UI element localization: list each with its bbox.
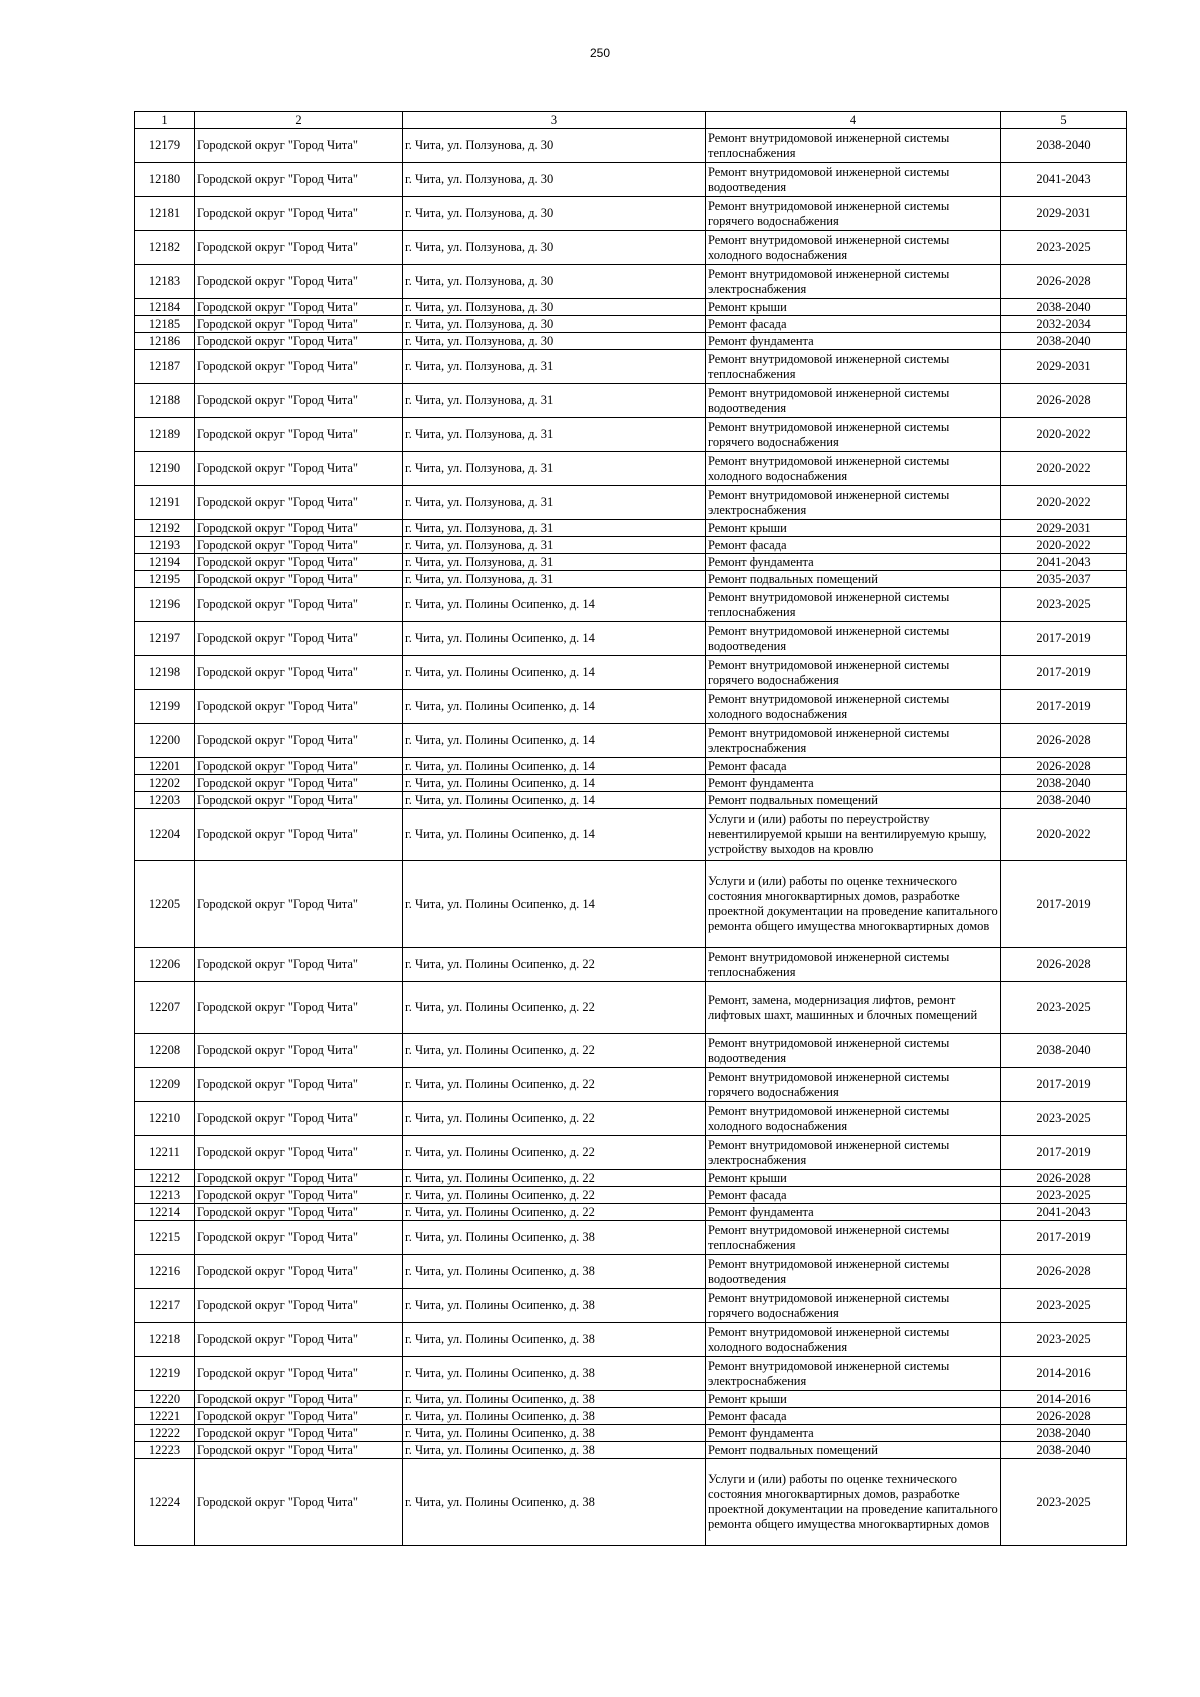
row-number: 12216 (135, 1255, 195, 1289)
work-type-cell: Ремонт фасада (706, 1408, 1001, 1425)
work-type-cell: Ремонт внутридомовой инженерной системы горячего водоснабжения (706, 656, 1001, 690)
row-number: 12209 (135, 1068, 195, 1102)
municipality-cell: Городской округ "Город Чита" (195, 1391, 403, 1408)
period-cell: 2029-2031 (1001, 197, 1127, 231)
row-number: 12206 (135, 948, 195, 982)
municipality-cell: Городской округ "Город Чита" (195, 1204, 403, 1221)
address-cell: г. Чита, ул. Ползунова, д. 31 (403, 418, 706, 452)
table-row (135, 656, 1127, 690)
row-number: 12208 (135, 1034, 195, 1068)
address-cell: г. Чита, ул. Полины Осипенко, д. 38 (403, 1442, 706, 1459)
address-cell: г. Чита, ул. Полины Осипенко, д. 22 (403, 1204, 706, 1221)
row-number: 12222 (135, 1425, 195, 1442)
work-type-cell: Ремонт, замена, модернизация лифтов, ремонт лифтовых шахт, машинных и блочных помещений (706, 982, 1001, 1034)
row-number: 12207 (135, 982, 195, 1034)
municipality-cell: Городской округ "Город Чита" (195, 520, 403, 537)
row-number: 12197 (135, 622, 195, 656)
municipality-cell: Городской округ "Город Чита" (195, 1408, 403, 1425)
period-cell: 2026-2028 (1001, 758, 1127, 775)
table-row (135, 622, 1127, 656)
row-number: 12184 (135, 299, 195, 316)
address-cell: г. Чита, ул. Полины Осипенко, д. 14 (403, 758, 706, 775)
work-type-cell: Ремонт подвальных помещений (706, 792, 1001, 809)
work-type-cell: Ремонт крыши (706, 1170, 1001, 1187)
municipality-cell: Городской округ "Город Чита" (195, 724, 403, 758)
municipality-cell: Городской округ "Город Чита" (195, 948, 403, 982)
table-row (135, 418, 1127, 452)
municipality-cell: Городской округ "Город Чита" (195, 537, 403, 554)
period-cell: 2017-2019 (1001, 622, 1127, 656)
municipality-cell: Городской округ "Город Чита" (195, 1459, 403, 1546)
row-number: 12211 (135, 1136, 195, 1170)
row-number: 12214 (135, 1204, 195, 1221)
table-row (135, 809, 1127, 861)
period-cell: 2017-2019 (1001, 1136, 1127, 1170)
address-cell: г. Чита, ул. Ползунова, д. 31 (403, 350, 706, 384)
table-row (135, 1408, 1127, 1425)
period-cell: 2020-2022 (1001, 537, 1127, 554)
row-number: 12212 (135, 1170, 195, 1187)
address-cell: г. Чита, ул. Полины Осипенко, д. 38 (403, 1255, 706, 1289)
period-cell: 2023-2025 (1001, 588, 1127, 622)
row-number: 12223 (135, 1442, 195, 1459)
work-type-cell: Ремонт фундамента (706, 1204, 1001, 1221)
work-type-cell: Ремонт фундамента (706, 775, 1001, 792)
work-type-cell: Ремонт фундамента (706, 1425, 1001, 1442)
work-type-cell: Ремонт крыши (706, 1391, 1001, 1408)
table-row (135, 1068, 1127, 1102)
address-cell: г. Чита, ул. Полины Осипенко, д. 38 (403, 1459, 706, 1546)
address-cell: г. Чита, ул. Ползунова, д. 31 (403, 452, 706, 486)
work-type-cell: Ремонт внутридомовой инженерной системы электроснабжения (706, 724, 1001, 758)
address-cell: г. Чита, ул. Полины Осипенко, д. 22 (403, 1068, 706, 1102)
table-row (135, 1221, 1127, 1255)
period-cell: 2026-2028 (1001, 724, 1127, 758)
row-number: 12200 (135, 724, 195, 758)
period-cell: 2026-2028 (1001, 1170, 1127, 1187)
period-cell: 2029-2031 (1001, 350, 1127, 384)
work-type-cell: Ремонт внутридомовой инженерной системы водоотведения (706, 1034, 1001, 1068)
period-cell: 2023-2025 (1001, 1289, 1127, 1323)
address-cell: г. Чита, ул. Полины Осипенко, д. 38 (403, 1408, 706, 1425)
row-number: 12221 (135, 1408, 195, 1425)
address-cell: г. Чита, ул. Ползунова, д. 30 (403, 129, 706, 163)
table-row (135, 231, 1127, 265)
table-row (135, 1425, 1127, 1442)
work-type-cell: Ремонт внутридомовой инженерной системы водоотведения (706, 1255, 1001, 1289)
work-type-cell: Услуги и (или) работы по оценке технического состояния многоквартирных домов, разработке проектной документации на проведение капитального ремонта общего имущества многоквартирных домов (706, 1459, 1001, 1546)
table-row (135, 520, 1127, 537)
work-type-cell: Ремонт крыши (706, 299, 1001, 316)
municipality-cell: Городской округ "Город Чита" (195, 1136, 403, 1170)
table-row (135, 724, 1127, 758)
work-type-cell: Ремонт фасада (706, 1187, 1001, 1204)
row-number: 12224 (135, 1459, 195, 1546)
period-cell: 2026-2028 (1001, 384, 1127, 418)
work-type-cell: Ремонт подвальных помещений (706, 571, 1001, 588)
period-cell: 2023-2025 (1001, 231, 1127, 265)
address-cell: г. Чита, ул. Полины Осипенко, д. 22 (403, 1170, 706, 1187)
period-cell: 2020-2022 (1001, 418, 1127, 452)
row-number: 12187 (135, 350, 195, 384)
municipality-cell: Городской округ "Город Чита" (195, 554, 403, 571)
period-cell: 2014-2016 (1001, 1357, 1127, 1391)
row-number: 12179 (135, 129, 195, 163)
period-cell: 2032-2034 (1001, 316, 1127, 333)
work-type-cell: Услуги и (или) работы по оценке технического состояния многоквартирных домов, разработке проектной документации на проведение капитального ремонта общего имущества многоквартирных домов (706, 861, 1001, 948)
municipality-cell: Городской округ "Город Чита" (195, 690, 403, 724)
municipality-cell: Городской округ "Город Чита" (195, 571, 403, 588)
table-row (135, 1459, 1127, 1546)
work-type-cell: Ремонт внутридомовой инженерной системы водоотведения (706, 384, 1001, 418)
period-cell: 2041-2043 (1001, 1204, 1127, 1221)
row-number: 12210 (135, 1102, 195, 1136)
table-row (135, 1204, 1127, 1221)
work-type-cell: Ремонт внутридомовой инженерной системы холодного водоснабжения (706, 1102, 1001, 1136)
row-number: 12191 (135, 486, 195, 520)
work-type-cell: Услуги и (или) работы по переустройству невентилируемой крыши на вентилируемую крышу, устройству выходов на кровлю (706, 809, 1001, 861)
table-row (135, 948, 1127, 982)
table-row (135, 537, 1127, 554)
municipality-cell: Городской округ "Город Чита" (195, 384, 403, 418)
work-type-cell: Ремонт подвальных помещений (706, 1442, 1001, 1459)
municipality-cell: Городской округ "Город Чита" (195, 265, 403, 299)
row-number: 12194 (135, 554, 195, 571)
work-type-cell: Ремонт внутридомовой инженерной системы электроснабжения (706, 1136, 1001, 1170)
period-cell: 2038-2040 (1001, 333, 1127, 350)
column-header: 1 (135, 112, 195, 129)
address-cell: г. Чита, ул. Полины Осипенко, д. 22 (403, 1102, 706, 1136)
municipality-cell: Городской округ "Город Чита" (195, 1068, 403, 1102)
work-type-cell: Ремонт фасада (706, 316, 1001, 333)
work-type-cell: Ремонт внутридомовой инженерной системы горячего водоснабжения (706, 418, 1001, 452)
municipality-cell: Городской округ "Город Чита" (195, 861, 403, 948)
row-number: 12201 (135, 758, 195, 775)
column-header: 3 (403, 112, 706, 129)
column-header: 2 (195, 112, 403, 129)
row-number: 12181 (135, 197, 195, 231)
municipality-cell: Городской округ "Город Чита" (195, 1170, 403, 1187)
period-cell: 2041-2043 (1001, 554, 1127, 571)
address-cell: г. Чита, ул. Ползунова, д. 30 (403, 231, 706, 265)
municipality-cell: Городской округ "Город Чита" (195, 1442, 403, 1459)
municipality-cell: Городской округ "Город Чита" (195, 656, 403, 690)
municipality-cell: Городской округ "Город Чита" (195, 197, 403, 231)
period-cell: 2014-2016 (1001, 1391, 1127, 1408)
municipality-cell: Городской округ "Город Чита" (195, 809, 403, 861)
municipality-cell: Городской округ "Город Чита" (195, 418, 403, 452)
address-cell: г. Чита, ул. Полины Осипенко, д. 38 (403, 1323, 706, 1357)
work-type-cell: Ремонт внутридомовой инженерной системы холодного водоснабжения (706, 452, 1001, 486)
row-number: 12195 (135, 571, 195, 588)
period-cell: 2020-2022 (1001, 452, 1127, 486)
municipality-cell: Городской округ "Город Чита" (195, 1323, 403, 1357)
row-number: 12183 (135, 265, 195, 299)
work-type-cell: Ремонт внутридомовой инженерной системы горячего водоснабжения (706, 1068, 1001, 1102)
municipality-cell: Городской округ "Город Чита" (195, 1102, 403, 1136)
table-row (135, 571, 1127, 588)
work-type-cell: Ремонт внутридомовой инженерной системы электроснабжения (706, 265, 1001, 299)
municipality-cell: Городской округ "Город Чита" (195, 588, 403, 622)
address-cell: г. Чита, ул. Полины Осипенко, д. 22 (403, 1187, 706, 1204)
table-row (135, 861, 1127, 948)
address-cell: г. Чита, ул. Ползунова, д. 30 (403, 197, 706, 231)
address-cell: г. Чита, ул. Полины Осипенко, д. 38 (403, 1289, 706, 1323)
address-cell: г. Чита, ул. Полины Осипенко, д. 38 (403, 1391, 706, 1408)
period-cell: 2038-2040 (1001, 792, 1127, 809)
work-type-cell: Ремонт внутридомовой инженерной системы теплоснабжения (706, 129, 1001, 163)
municipality-cell: Городской округ "Город Чита" (195, 758, 403, 775)
period-cell: 2041-2043 (1001, 163, 1127, 197)
work-type-cell: Ремонт внутридомовой инженерной системы водоотведения (706, 163, 1001, 197)
table-row (135, 197, 1127, 231)
address-cell: г. Чита, ул. Полины Осипенко, д. 14 (403, 792, 706, 809)
table-row (135, 333, 1127, 350)
row-number: 12188 (135, 384, 195, 418)
table-row (135, 1255, 1127, 1289)
address-cell: г. Чита, ул. Полины Осипенко, д. 22 (403, 1136, 706, 1170)
address-cell: г. Чита, ул. Полины Осипенко, д. 14 (403, 588, 706, 622)
period-cell: 2017-2019 (1001, 656, 1127, 690)
period-cell: 2026-2028 (1001, 1255, 1127, 1289)
repair-schedule-table (134, 111, 1127, 1546)
work-type-cell: Ремонт внутридомовой инженерной системы теплоснабжения (706, 350, 1001, 384)
municipality-cell: Городской округ "Город Чита" (195, 350, 403, 384)
table-body (135, 129, 1127, 1546)
table-row (135, 1323, 1127, 1357)
period-cell: 2023-2025 (1001, 1102, 1127, 1136)
address-cell: г. Чита, ул. Полины Осипенко, д. 38 (403, 1357, 706, 1391)
table-row (135, 452, 1127, 486)
address-cell: г. Чита, ул. Ползунова, д. 30 (403, 265, 706, 299)
table-row (135, 316, 1127, 333)
table-row (135, 1289, 1127, 1323)
address-cell: г. Чита, ул. Ползунова, д. 30 (403, 163, 706, 197)
work-type-cell: Ремонт внутридомовой инженерной системы горячего водоснабжения (706, 1289, 1001, 1323)
address-cell: г. Чита, ул. Полины Осипенко, д. 14 (403, 861, 706, 948)
work-type-cell: Ремонт внутридомовой инженерной системы теплоснабжения (706, 1221, 1001, 1255)
address-cell: г. Чита, ул. Ползунова, д. 31 (403, 520, 706, 537)
municipality-cell: Городской округ "Город Чита" (195, 622, 403, 656)
table-row (135, 1102, 1127, 1136)
row-number: 12196 (135, 588, 195, 622)
address-cell: г. Чита, ул. Полины Осипенко, д. 14 (403, 656, 706, 690)
table-row (135, 1034, 1127, 1068)
address-cell: г. Чита, ул. Полины Осипенко, д. 14 (403, 724, 706, 758)
row-number: 12217 (135, 1289, 195, 1323)
municipality-cell: Городской округ "Город Чита" (195, 982, 403, 1034)
municipality-cell: Городской округ "Город Чита" (195, 452, 403, 486)
period-cell: 2038-2040 (1001, 129, 1127, 163)
table-row (135, 299, 1127, 316)
table-row (135, 554, 1127, 571)
municipality-cell: Городской округ "Город Чита" (195, 163, 403, 197)
work-type-cell: Ремонт внутридомовой инженерной системы теплоснабжения (706, 588, 1001, 622)
municipality-cell: Городской округ "Город Чита" (195, 1187, 403, 1204)
address-cell: г. Чита, ул. Ползунова, д. 31 (403, 554, 706, 571)
municipality-cell: Городской округ "Город Чита" (195, 299, 403, 316)
address-cell: г. Чита, ул. Полины Осипенко, д. 14 (403, 809, 706, 861)
period-cell: 2017-2019 (1001, 861, 1127, 948)
address-cell: г. Чита, ул. Полины Осипенко, д. 22 (403, 1034, 706, 1068)
table-row (135, 1357, 1127, 1391)
municipality-cell: Городской округ "Город Чита" (195, 316, 403, 333)
table-row (135, 384, 1127, 418)
table-row (135, 129, 1127, 163)
period-cell: 2023-2025 (1001, 1323, 1127, 1357)
table-row (135, 1136, 1127, 1170)
address-cell: г. Чита, ул. Ползунова, д. 30 (403, 299, 706, 316)
work-type-cell: Ремонт внутридомовой инженерной системы электроснабжения (706, 1357, 1001, 1391)
work-type-cell: Ремонт внутридомовой инженерной системы водоотведения (706, 622, 1001, 656)
column-header: 5 (1001, 112, 1127, 129)
row-number: 12185 (135, 316, 195, 333)
period-cell: 2038-2040 (1001, 1425, 1127, 1442)
row-number: 12203 (135, 792, 195, 809)
row-number: 12186 (135, 333, 195, 350)
row-number: 12180 (135, 163, 195, 197)
row-number: 12193 (135, 537, 195, 554)
table-row (135, 758, 1127, 775)
row-number: 12220 (135, 1391, 195, 1408)
period-cell: 2017-2019 (1001, 1221, 1127, 1255)
period-cell: 2020-2022 (1001, 809, 1127, 861)
row-number: 12189 (135, 418, 195, 452)
work-type-cell: Ремонт внутридомовой инженерной системы холодного водоснабжения (706, 1323, 1001, 1357)
address-cell: г. Чита, ул. Полины Осипенко, д. 22 (403, 948, 706, 982)
row-number: 12219 (135, 1357, 195, 1391)
work-type-cell: Ремонт крыши (706, 520, 1001, 537)
period-cell: 2038-2040 (1001, 775, 1127, 792)
table-row (135, 982, 1127, 1034)
table-row (135, 1170, 1127, 1187)
period-cell: 2029-2031 (1001, 520, 1127, 537)
address-cell: г. Чита, ул. Ползунова, д. 30 (403, 333, 706, 350)
table-row (135, 792, 1127, 809)
address-cell: г. Чита, ул. Ползунова, д. 31 (403, 571, 706, 588)
row-number: 12215 (135, 1221, 195, 1255)
table-row (135, 588, 1127, 622)
municipality-cell: Городской округ "Город Чита" (195, 1289, 403, 1323)
municipality-cell: Городской округ "Город Чита" (195, 792, 403, 809)
address-cell: г. Чита, ул. Ползунова, д. 30 (403, 316, 706, 333)
row-number: 12182 (135, 231, 195, 265)
period-cell: 2026-2028 (1001, 265, 1127, 299)
table-row (135, 265, 1127, 299)
municipality-cell: Городской округ "Город Чита" (195, 775, 403, 792)
period-cell: 2038-2040 (1001, 299, 1127, 316)
work-type-cell: Ремонт внутридомовой инженерной системы холодного водоснабжения (706, 690, 1001, 724)
address-cell: г. Чита, ул. Полины Осипенко, д. 14 (403, 690, 706, 724)
municipality-cell: Городской округ "Город Чита" (195, 1034, 403, 1068)
municipality-cell: Городской округ "Город Чита" (195, 1357, 403, 1391)
period-cell: 2038-2040 (1001, 1034, 1127, 1068)
work-type-cell: Ремонт внутридомовой инженерной системы теплоснабжения (706, 948, 1001, 982)
row-number: 12199 (135, 690, 195, 724)
work-type-cell: Ремонт внутридомовой инженерной системы холодного водоснабжения (706, 231, 1001, 265)
work-type-cell: Ремонт фасада (706, 758, 1001, 775)
work-type-cell: Ремонт фасада (706, 537, 1001, 554)
municipality-cell: Городской округ "Город Чита" (195, 129, 403, 163)
table-row (135, 775, 1127, 792)
municipality-cell: Городской округ "Город Чита" (195, 486, 403, 520)
work-type-cell: Ремонт фундамента (706, 333, 1001, 350)
work-type-cell: Ремонт внутридомовой инженерной системы электроснабжения (706, 486, 1001, 520)
address-cell: г. Чита, ул. Ползунова, д. 31 (403, 537, 706, 554)
address-cell: г. Чита, ул. Ползунова, д. 31 (403, 384, 706, 418)
municipality-cell: Городской округ "Город Чита" (195, 333, 403, 350)
table-row (135, 1391, 1127, 1408)
row-number: 12204 (135, 809, 195, 861)
period-cell: 2026-2028 (1001, 1408, 1127, 1425)
work-type-cell: Ремонт внутридомовой инженерной системы горячего водоснабжения (706, 197, 1001, 231)
table-row (135, 690, 1127, 724)
period-cell: 2023-2025 (1001, 982, 1127, 1034)
period-cell: 2020-2022 (1001, 486, 1127, 520)
row-number: 12205 (135, 861, 195, 948)
table-row (135, 1187, 1127, 1204)
period-cell: 2026-2028 (1001, 948, 1127, 982)
table-row (135, 163, 1127, 197)
row-number: 12202 (135, 775, 195, 792)
row-number: 12218 (135, 1323, 195, 1357)
column-header: 4 (706, 112, 1001, 129)
page-number: 250 (589, 46, 611, 60)
row-number: 12190 (135, 452, 195, 486)
period-cell: 2017-2019 (1001, 690, 1127, 724)
table-row (135, 1442, 1127, 1459)
period-cell: 2038-2040 (1001, 1442, 1127, 1459)
municipality-cell: Городской округ "Город Чита" (195, 1425, 403, 1442)
address-cell: г. Чита, ул. Полины Осипенко, д. 22 (403, 982, 706, 1034)
municipality-cell: Городской округ "Город Чита" (195, 1221, 403, 1255)
table-row (135, 486, 1127, 520)
address-cell: г. Чита, ул. Полины Осипенко, д. 14 (403, 622, 706, 656)
municipality-cell: Городской округ "Город Чита" (195, 1255, 403, 1289)
period-cell: 2023-2025 (1001, 1187, 1127, 1204)
address-cell: г. Чита, ул. Полины Осипенко, д. 14 (403, 775, 706, 792)
row-number: 12213 (135, 1187, 195, 1204)
period-cell: 2023-2025 (1001, 1459, 1127, 1546)
period-cell: 2017-2019 (1001, 1068, 1127, 1102)
row-number: 12198 (135, 656, 195, 690)
municipality-cell: Городской округ "Город Чита" (195, 231, 403, 265)
address-cell: г. Чита, ул. Полины Осипенко, д. 38 (403, 1425, 706, 1442)
table-row (135, 350, 1127, 384)
address-cell: г. Чита, ул. Ползунова, д. 31 (403, 486, 706, 520)
work-type-cell: Ремонт фундамента (706, 554, 1001, 571)
address-cell: г. Чита, ул. Полины Осипенко, д. 38 (403, 1221, 706, 1255)
row-number: 12192 (135, 520, 195, 537)
period-cell: 2035-2037 (1001, 571, 1127, 588)
header-row (135, 112, 1127, 129)
